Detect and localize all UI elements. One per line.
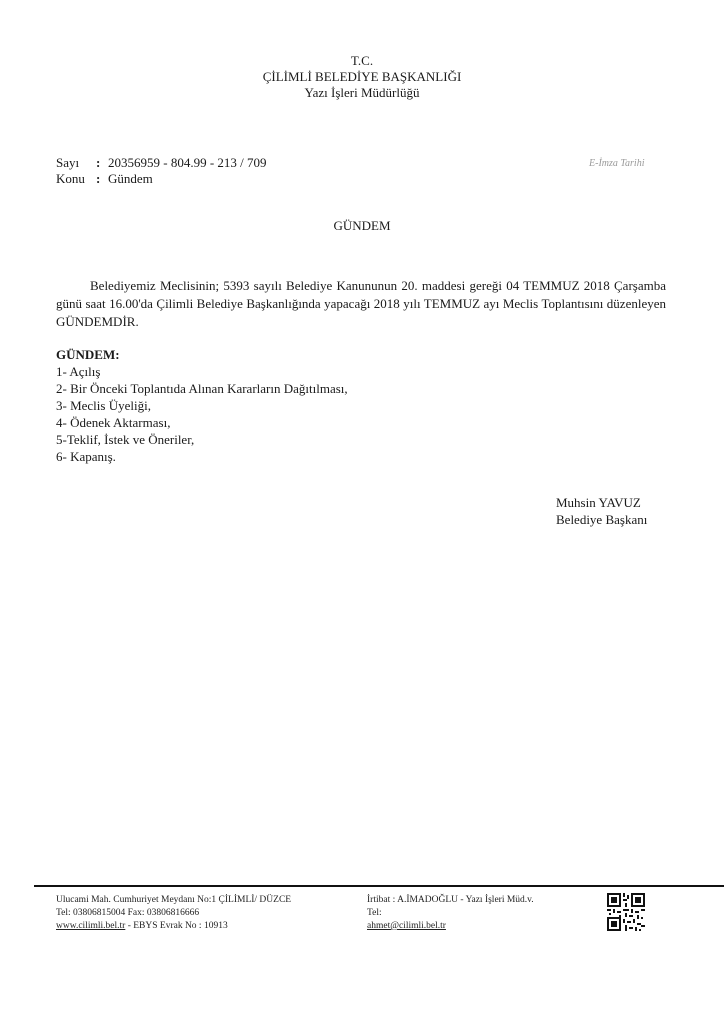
agenda-item: 5-Teklif, İstek ve Öneriler,: [56, 432, 195, 447]
header-department: Yazı İşleri Müdürlüğü: [304, 85, 420, 100]
agenda-list: [56, 346, 348, 465]
website-link[interactable]: www.cilimli.bel.tr: [56, 921, 126, 931]
body-paragraph: Belediyemiz Meclisinin; 5393 sayılı Belediye Kanununun 20. maddesi gereği 04 TEMMUZ 2018 Çarşamba günü saat 16.00'da Çilimli Belediye Başkanlığında yapacağı 2018 yılı TEMMUZ ayı Meclis Toplantısını düzenleyen GÜNDEMDİR.: [56, 278, 666, 329]
footer-contact-person: İrtibat : A.İMADOĞLU - Yazı İşleri Müd.v.: [367, 895, 534, 905]
agenda-item: 4- Ödenek Aktarması,: [56, 415, 171, 430]
agenda-item: 1- Açılış: [56, 364, 101, 379]
meta-block: [56, 155, 267, 187]
konu-value: Gündem: [108, 171, 153, 186]
ebys-number: - EBYS Evrak No : 10913: [125, 921, 228, 931]
signatory-name: Muhsin YAVUZ: [556, 495, 641, 510]
esign-date-label: E-İmza Tarihi: [589, 158, 645, 169]
footer-phone-fax: Tel: 03806815004 Fax: 03806816666: [56, 908, 200, 918]
sayi-value: 20356959 - 804.99 - 213 / 709: [108, 155, 267, 170]
footer-contact-tel: Tel:: [367, 908, 382, 918]
footer-web-row: [56, 920, 291, 933]
signature-block: [556, 494, 647, 528]
email-link[interactable]: ahmet@cilimli.bel.tr: [367, 921, 446, 931]
konu-row: [56, 171, 267, 187]
footer-contact-block: [367, 894, 534, 933]
document-title: GÜNDEM: [333, 218, 391, 233]
footer-address-block: [56, 894, 291, 933]
document-header: [0, 53, 724, 101]
signatory-title: Belediye Başkanı: [556, 512, 648, 527]
sayi-label: Sayı: [56, 155, 80, 170]
agenda-item: 3- Meclis Üyeliği,: [56, 398, 151, 413]
sayi-colon: :: [96, 155, 101, 170]
footer-address: Ulucami Mah. Cumhuriyet Meydanı No:1 ÇİLİMLİ/ DÜZCE: [56, 895, 292, 905]
konu-colon: :: [96, 171, 101, 186]
konu-label: Konu: [56, 171, 85, 186]
header-tc: T.C.: [350, 53, 374, 68]
agenda-heading: GÜNDEM:: [56, 347, 120, 362]
sayi-row: [56, 155, 267, 171]
header-municipality: ÇİLİMLİ BELEDİYE BAŞKANLIĞI: [262, 69, 462, 84]
qr-code-icon: [607, 893, 645, 931]
body-paragraph-block: [56, 277, 666, 331]
footer-divider: [34, 885, 724, 887]
agenda-item: 6- Kapanış.: [56, 449, 116, 464]
agenda-item: 2- Bir Önceki Toplantıda Alınan Kararların Dağıtılması,: [56, 381, 348, 396]
